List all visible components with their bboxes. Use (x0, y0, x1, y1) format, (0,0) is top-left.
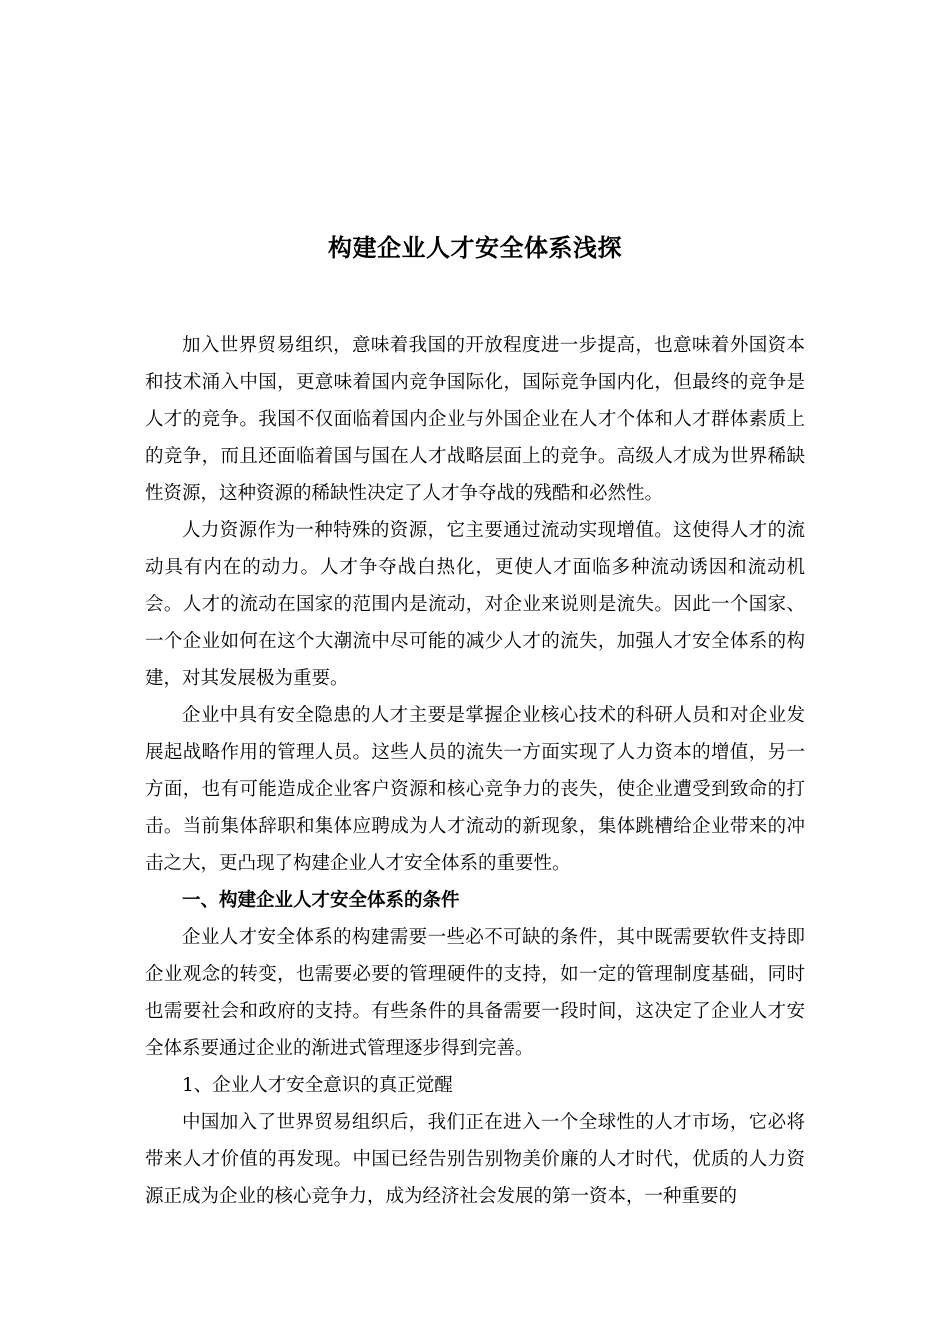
paragraph-conditions: 企业人才安全体系的构建需要一些必不可缺的条件，其中既需要软件支持即企业观念的转变，也需要必要的管理硬件的支持，如一定的管理制度基础，同时也需要社会和政府的支持。有些条件的具备需要一段时间，这决定了企业人才安全体系要通过企业的渐进式管理逐步得到完善。 (145, 927, 805, 1059)
document-body (145, 327, 805, 1215)
subsection-heading-awareness: 1、企业人才安全意识的真正觉醒 (182, 1075, 453, 1096)
section-heading-conditions: 一、构建企业人才安全体系的条件 (182, 890, 460, 911)
paragraph-talent-flow: 人力资源作为一种特殊的资源，它主要通过流动实现增值。这使得人才的流动具有内在的动力。人才争夺战白热化，更使人才面临多种流动诱因和流动机会。人才的流动在国家的范围内是流动，对企业来说则是流失。因此一个国家、一个企业如何在这个大潮流中尽可能的减少人才的流失，加强人才安全体系的构建，对其发展极为重要。 (145, 520, 805, 689)
paragraph-intro-wto: 加入世界贸易组织，意味着我国的开放程度进一步提高，也意味着外国资本和技术涌入中国，更意味着国内竞争国际化，国际竞争国内化，但最终的竞争是人才的竞争。我国不仅面临着国内企业与外国企业在人才个体和人才群体素质上的竞争，而且还面临着国与国在人才战略层面上的竞争。高级人才成为世界稀缺性资源，这种资源的稀缺性决定了人才争夺战的残酷和必然性。 (145, 335, 805, 504)
paragraph-awareness: 中国加入了世界贸易组织后，我们正在进入一个全球性的人才市场，它必将带来人才价值的再发现。中国已经告别告别物美价廉的人才时代，优质的人力资源正成为企业的核心竞争力，成为经济社会发展的第一资本，一种重要的 (145, 1112, 805, 1207)
document-title: 构建企业人才安全体系浅探 (328, 234, 622, 262)
paragraph-security-risk: 企业中具有安全隐患的人才主要是掌握企业核心技术的科研人员和对企业发展起战略作用的管理人员。这些人员的流失一方面实现了人力资本的增值，另一方面，也有可能造成企业客户资源和核心竞争力的丧失，使企业遭受到致命的打击。当前集体辞职和集体应聘成为人才流动的新现象，集体跳槽给企业带来的冲击之大，更凸现了构建企业人才安全体系的重要性。 (145, 705, 805, 874)
